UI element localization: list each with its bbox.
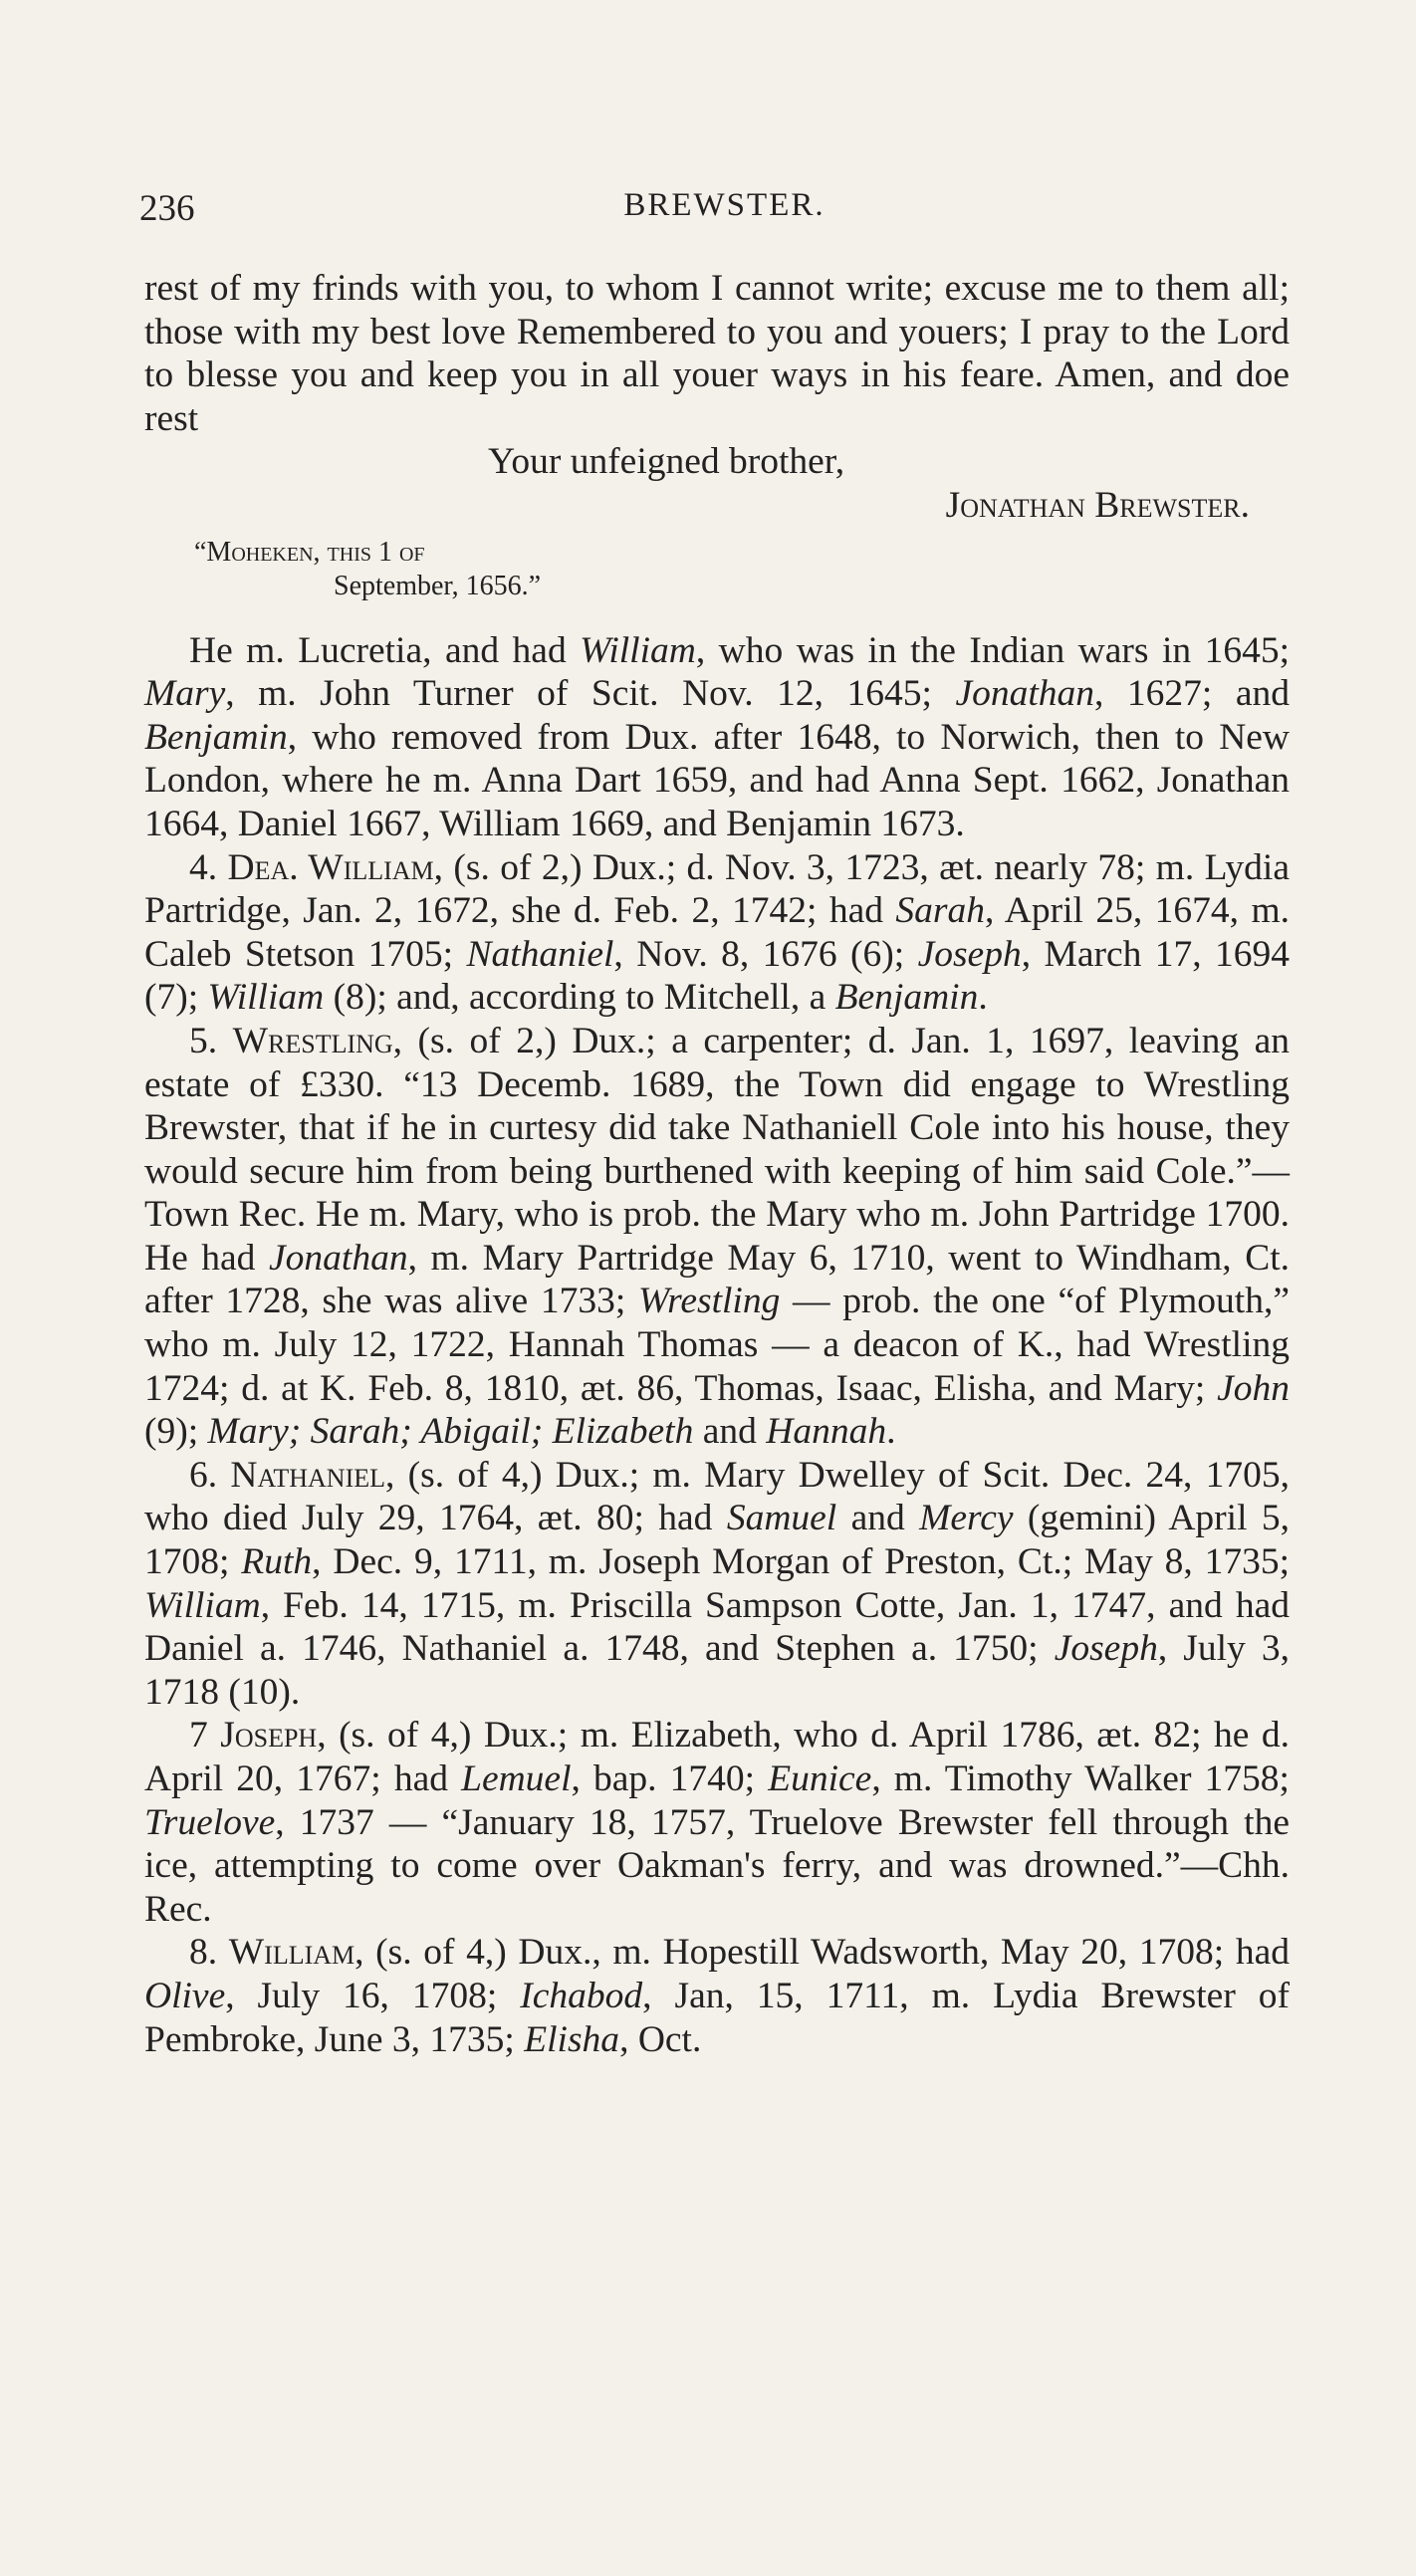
letter-signature: Jonathan Brewster. [945, 484, 1250, 526]
paragraph-lucretia: He m. Lucretia, and had William, who was in the Indian wars in 1645; Mary, m. John Turner of Scit. Nov. 12, 1645; Jonathan, 1627; and Benjamin, who removed from Dux. after 1648, to Norwich, then to New London, where he m. Anna Dart 1659, and had Anna Sept. 1662, Jonathan 1664, Daniel 1667, William 1669, and Benjamin 1673. [144, 629, 1290, 844]
paragraph-6-nathaniel: 6. Nathaniel, (s. of 4,) Dux.; m. Mary Dwelley of Scit. Dec. 24, 1705, who died July 29, 1764, æt. 80; had Samuel and Mercy (gemini) April 5, 1708; Ruth, Dec. 9, 1711, m. Joseph Morgan of Preston, Ct.; May 8, 1735; William, Feb. 14, 1715, m. Priscilla Sampson Cotte, Jan. 1, 1747, and had Daniel a. 1746, Nathaniel a. 1748, and Stephen a. 1750; Joseph, July 3, 1718 (10). [144, 1454, 1291, 1713]
paragraph-7-joseph: 7 Joseph, (s. of 4,) Dux.; m. Elizabeth, who d. April 1786, æt. 82; he d. April 20, 1767; had Lemuel, bap. 1740; Eunice, m. Timothy Walker 1758; Truelove, 1737 — “January 18, 1757, Truelove Brewster fell through the ice, attempting to come over Oakman's ferry, and was drowned.”—Chh. Rec. [144, 1715, 1291, 1930]
running-title: BREWSTER. [623, 187, 826, 223]
page-number: 236 [139, 188, 195, 229]
paragraph-8-william: 8. William, (s. of 4,) Dux., m. Hopestill Wadsworth, May 20, 1708; had Olive, July 16, 1708; Ichabod, Jan, 15, 1711, m. Lydia Brewster of Pembroke, June 3, 1735; Elisha, Oct. [144, 1932, 1291, 2060]
page-body [144, 267, 1290, 2061]
page-header [139, 187, 1250, 237]
letter-dateline [144, 536, 1290, 603]
paragraph-4-dea-william: 4. Dea. William, (s. of 2,) Dux.; d. Nov. 3, 1723, æt. nearly 78; m. Lydia Partridge, Jan. 2, 1672, she d. Feb. 2, 1742; had Sarah, April 25, 1674, m. Caleb Stetson 1705; Nathaniel, Nov. 8, 1676 (6); Joseph, March 17, 1694 (7); William (8); and, according to Mitchell, a Benjamin. [144, 846, 1290, 1019]
letter-place: “Moheken, this 1 of [194, 536, 425, 568]
letter-closing: Your unfeigned brother, [488, 441, 845, 483]
paragraph-5-wrestling: 5. Wrestling, (s. of 2,) Dux.; a carpenter; d. Jan. 1, 1697, leaving an estate of £330. “13 Decemb. 1689, the Town did engage to Wrestling Brewster, that if he in curtesy did take Nathaniell Cole into his house, they would secure him from being burthened with keeping of him said Cole.”—Town Rec. He m. Mary, who is prob. the Mary who m. John Partridge 1700. He had Jonathan, m. Mary Partridge May 6, 1710, went to Windham, Ct. after 1728, she was alive 1733; Wrestling — prob. the one “of Plymouth,” who m. July 12, 1722, Hannah Thomas — a deacon of K., had Wrestling 1724; d. at K. Feb. 8, 1810, æt. 86, Thomas, Isaac, Elisha, and Mary; John (9); Mary; Sarah; Abigail; Elizabeth and Hannah. [144, 1020, 1290, 1453]
letter-text: rest of my frinds with you, to whom I cannot write; excuse me to them all; those with my best love Remembered to you and youers; I pray to the Lord to blesse you and keep you in all youer ways in his feare. Amen, and doe rest [144, 268, 1290, 439]
letter-date: September, 1656.” [334, 570, 542, 601]
